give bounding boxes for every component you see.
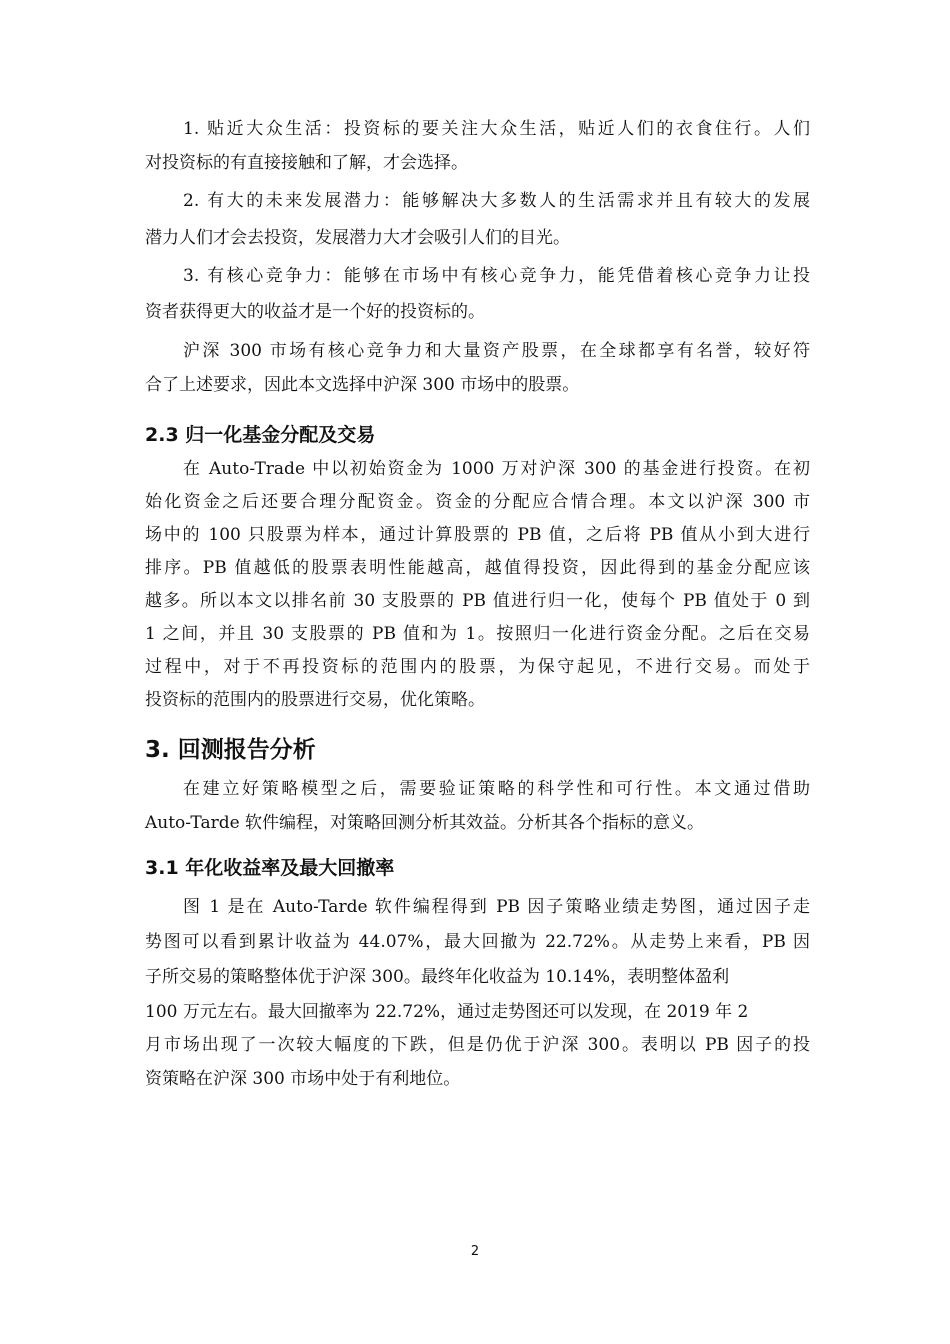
paragraph-line: 在 Auto-Trade 中以初始资金为 1000 万对沪深 300 的基金进行投资。在初: [183, 459, 810, 479]
paragraph-line: 势图可以看到累计收益为 44.07%，最大回撤为 22.72%。从走势上来看，PB 因: [145, 932, 810, 952]
paragraph-line: 月市场出现了一次较大幅度的下跌，但是仍优于沪深 300。表明以 PB 因子的投: [145, 1035, 810, 1055]
paragraph-line: 100 万元左右。最大回撤率为 22.72%，通过走势图还可以发现，在 2019 年 2: [145, 1002, 749, 1022]
paragraph-line: 2. 有大的未来发展潜力：能够解决大多数人的生活需求并且有较大的发展: [183, 191, 810, 211]
paragraph-line: 资者获得更大的收益才是一个好的投资标的。: [145, 302, 485, 322]
paragraph-line: 潜力人们才会去投资，发展潜力大才会吸引人们的目光。: [145, 228, 570, 248]
paragraph-line: 投资标的范围内的股票进行交易，优化策略。: [145, 690, 485, 710]
section-heading-3: 3. 回测报告分析: [145, 737, 316, 763]
paragraph-line: 对投资标的有直接接触和了解，才会选择。: [145, 153, 468, 173]
paragraph-line: 合了上述要求，因此本文选择中沪深 300 市场中的股票。: [145, 375, 580, 395]
paragraph-line: 沪深 300 市场有核心竞争力和大量资产股票，在全球都享有名誉，较好符: [183, 341, 810, 361]
paragraph-line: Auto-Tarde 软件编程，对策略回测分析其效益。分析其各个指标的意义。: [145, 813, 705, 833]
paragraph-line: 排序。PB 值越低的股票表明性能越高，越值得投资，因此得到的基金分配应该: [145, 558, 810, 578]
paragraph-line: 越多。所以本文以排名前 30 支股票的 PB 值进行归一化，使每个 PB 值处于 0 到: [145, 591, 810, 611]
paragraph-line: 3. 有核心竞争力：能够在市场中有核心竞争力，能凭借着核心竞争力让投: [183, 266, 810, 286]
paragraph-line: 资策略在沪深 300 市场中处于有利地位。: [145, 1069, 461, 1089]
paragraph-line: 过程中，对于不再投资标的范围内的股票，为保守起见，不进行交易。而处于: [145, 657, 810, 677]
paragraph-line: 1. 贴近大众生活：投资标的要关注大众生活，贴近人们的衣食住行。人们: [183, 119, 810, 139]
paragraph-line: 场中的 100 只股票为样本，通过计算股票的 PB 值，之后将 PB 值从小到大进行: [145, 525, 810, 545]
paragraph-line: 子所交易的策略整体优于沪深 300。最终年化收益为 10.14%，表明整体盈利: [145, 967, 730, 987]
paragraph-line: 始化资金之后还要合理分配资金。资金的分配应合情合理。本文以沪深 300 市: [145, 492, 810, 512]
paragraph-line: 在建立好策略模型之后，需要验证策略的科学性和可行性。本文通过借助: [183, 779, 810, 799]
paragraph-line: 1 之间，并且 30 支股票的 PB 值和为 1。按照归一化进行资金分配。之后在交易: [145, 624, 810, 644]
section-heading-2-3: 2.3 归一化基金分配及交易: [145, 424, 376, 446]
page-number: 2: [470, 1244, 480, 1259]
section-heading-3-1: 3.1 年化收益率及最大回撤率: [145, 857, 395, 879]
paragraph-line: 图 1 是在 Auto-Tarde 软件编程得到 PB 因子策略业绩走势图，通过因子走: [183, 897, 810, 917]
